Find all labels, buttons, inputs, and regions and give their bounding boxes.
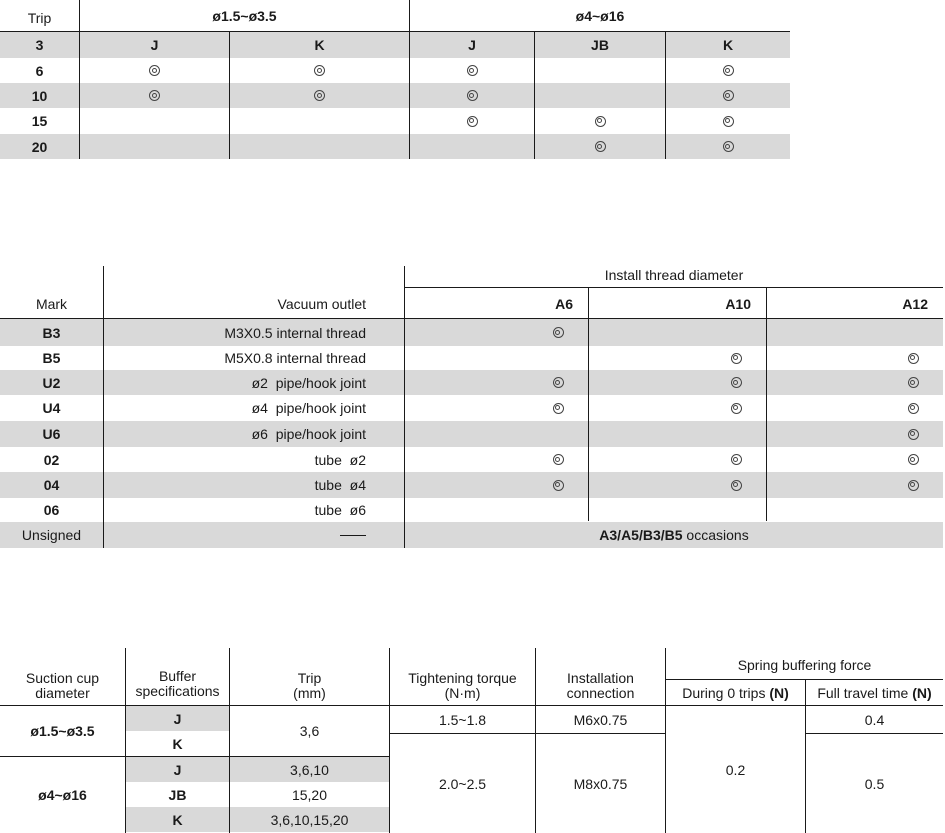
mark-cell: B5 (42, 350, 61, 366)
mark-cell (666, 83, 790, 108)
outlet-cell (104, 319, 366, 346)
double-circle-icon (149, 65, 160, 76)
double-circle-icon (723, 116, 734, 127)
outlet-type: internal thread (272, 324, 366, 341)
mark-cell (548, 395, 568, 421)
double-circle-icon (908, 403, 919, 414)
double-circle-icon (553, 454, 564, 465)
mark-cell (535, 108, 665, 134)
occasions-note (405, 522, 943, 548)
double-circle-icon (467, 90, 478, 101)
double-circle-icon (467, 65, 478, 76)
spec-cell: JB (168, 786, 187, 803)
outlet-size: tube ø2 (314, 451, 366, 468)
mark-cell (726, 472, 746, 498)
column-header: K (722, 37, 734, 53)
thread-column-header: A6 (555, 296, 573, 312)
mark-header: Mark (35, 296, 68, 312)
outlet-size: tube ø4 (314, 477, 366, 493)
outlet-cell (104, 522, 366, 548)
header-text: During 0 trips (682, 684, 770, 701)
full-travel-cell: 0.4 (864, 711, 885, 728)
mark-cell (548, 472, 568, 498)
outlet-cell (104, 395, 366, 421)
double-circle-icon (595, 141, 606, 152)
trip-cell: 3,6,10 (290, 761, 329, 778)
outlet-type: pipe/hook joint (267, 426, 366, 442)
header-text: Full travel time (817, 684, 913, 701)
mark-cell (903, 346, 923, 370)
double-circle-icon (314, 65, 325, 76)
column-header: J (150, 37, 159, 53)
header-line: Tightening torque (408, 670, 517, 686)
mark-cell (548, 447, 568, 472)
double-circle-icon (908, 454, 919, 465)
install-header (536, 668, 665, 704)
mark-cell (726, 447, 746, 472)
suction-header (0, 668, 125, 704)
trip-cell: 15,20 (291, 786, 328, 803)
double-circle-icon (731, 480, 742, 491)
during-zero-cell: 0.2 (725, 761, 746, 778)
double-circle-icon (908, 353, 919, 364)
dash-icon (340, 535, 366, 536)
outlet-size: M3X0.5 (224, 324, 273, 341)
double-circle-icon (723, 65, 734, 76)
double-circle-icon (314, 90, 325, 101)
mark-cell: U2 (42, 374, 61, 391)
double-circle-icon (149, 90, 160, 101)
trip-cell: 3,6 (299, 723, 320, 739)
mark-cell (410, 83, 534, 108)
mark-cell: B3 (42, 324, 61, 341)
spec-cell: J (173, 710, 182, 727)
double-circle-icon (553, 480, 564, 491)
mark-cell (726, 395, 746, 421)
double-circle-icon (731, 454, 742, 465)
double-circle-icon (553, 403, 564, 414)
mark-cell (666, 108, 790, 134)
trip-header (230, 668, 389, 704)
mark-cell (666, 134, 790, 159)
outlet-size: ø6 (251, 426, 268, 442)
spec-cell: J (173, 761, 182, 778)
connection-cell: M6x0.75 (573, 711, 628, 728)
occasions-marks: A3/A5/B3/B5 (599, 527, 683, 543)
spec-cell: K (172, 811, 183, 828)
outlet-type: internal thread (272, 350, 366, 366)
mark-cell: 04 (43, 477, 60, 493)
header-line: Installation (567, 670, 634, 686)
outlet-size: tube ø6 (314, 502, 366, 518)
header-line: (mm) (293, 685, 326, 701)
mark-cell: 02 (43, 451, 60, 468)
mark-cell (80, 58, 229, 83)
mark-cell: Unsigned (21, 527, 82, 543)
spec-cell: K (172, 735, 183, 752)
double-circle-icon (908, 429, 919, 440)
group-header: ø1.5~ø3.5 (212, 8, 277, 24)
header-line: connection (566, 685, 635, 701)
double-circle-icon (595, 116, 606, 127)
full-travel-cell: 0.5 (864, 775, 885, 792)
outlet-cell (104, 346, 366, 370)
trip-cell: 6 (35, 62, 44, 79)
thread-column-header: A10 (725, 296, 751, 312)
column-header: J (468, 37, 476, 53)
header-line: diameter (35, 685, 90, 701)
mark-cell (548, 370, 568, 395)
group-header: ø4~ø16 (575, 8, 625, 24)
spring-header: Spring buffering force (737, 657, 872, 673)
trip-header: Trip (27, 10, 52, 26)
trip-cell: 15 (31, 113, 48, 129)
outlet-header: Vacuum outlet (277, 296, 366, 312)
double-circle-icon (731, 403, 742, 414)
double-circle-icon (908, 377, 919, 388)
thread-header: Install thread diameter (604, 267, 744, 283)
double-circle-icon (731, 353, 742, 364)
mark-cell (548, 319, 568, 346)
trip-cell: 3 (35, 37, 44, 53)
thread-column-header: A12 (902, 296, 928, 312)
outlet-cell (104, 421, 366, 447)
outlet-cell (104, 370, 366, 395)
mark-cell (903, 370, 923, 395)
torque-cell: 2.0~2.5 (438, 775, 487, 792)
mark-cell (535, 134, 665, 159)
double-circle-icon (723, 141, 734, 152)
trip-cell: 20 (31, 138, 48, 155)
double-circle-icon (553, 327, 564, 338)
buffer-header (126, 666, 229, 702)
outlet-size: M5X0.8 (224, 350, 273, 366)
mark-cell (903, 421, 923, 447)
mark-cell (726, 370, 746, 395)
mark-cell (230, 83, 409, 108)
column-header: K (314, 37, 325, 53)
connection-cell: M8x0.75 (573, 775, 628, 792)
double-circle-icon (723, 90, 734, 101)
trip-cell: 10 (31, 87, 48, 104)
trip-cell: 3,6,10,15,20 (270, 811, 349, 828)
mark-cell (410, 58, 534, 83)
header-line: Buffer (158, 668, 197, 684)
outlet-size: ø4 (251, 400, 268, 416)
header-line: Trip (297, 670, 322, 686)
mark-cell (410, 108, 534, 134)
occasions-text: occasions (682, 527, 749, 543)
outlet-cell (104, 447, 366, 472)
outlet-size: ø2 (251, 374, 268, 391)
mark-cell: U4 (42, 400, 61, 416)
double-circle-icon (553, 377, 564, 388)
outlet-type: pipe/hook joint (267, 400, 366, 416)
outlet-type: pipe/hook joint (267, 374, 366, 391)
outlet-cell (104, 472, 366, 498)
header-line: Suction cup (25, 670, 100, 686)
header-unit: (N) (769, 684, 789, 701)
diameter-cell: ø1.5~ø3.5 (30, 723, 95, 739)
diameter-cell: ø4~ø16 (38, 787, 87, 803)
torque-header (390, 668, 535, 704)
mark-cell (230, 58, 409, 83)
mark-cell: 06 (43, 502, 60, 518)
column-header: JB (591, 37, 609, 53)
double-circle-icon (467, 116, 478, 127)
mark-cell: U6 (42, 426, 61, 442)
mark-cell (903, 472, 923, 498)
during-header (666, 680, 805, 705)
mark-cell (903, 395, 923, 421)
mark-cell (903, 447, 923, 472)
torque-cell: 1.5~1.8 (438, 711, 487, 728)
header-unit: (N) (912, 684, 932, 701)
double-circle-icon (908, 480, 919, 491)
header-line: specifications (135, 683, 220, 699)
header-line: (N·m) (444, 685, 481, 701)
full-header (806, 680, 943, 705)
double-circle-icon (731, 377, 742, 388)
mark-cell (666, 58, 790, 83)
mark-cell (726, 346, 746, 370)
outlet-cell (104, 498, 366, 522)
mark-cell (80, 83, 229, 108)
